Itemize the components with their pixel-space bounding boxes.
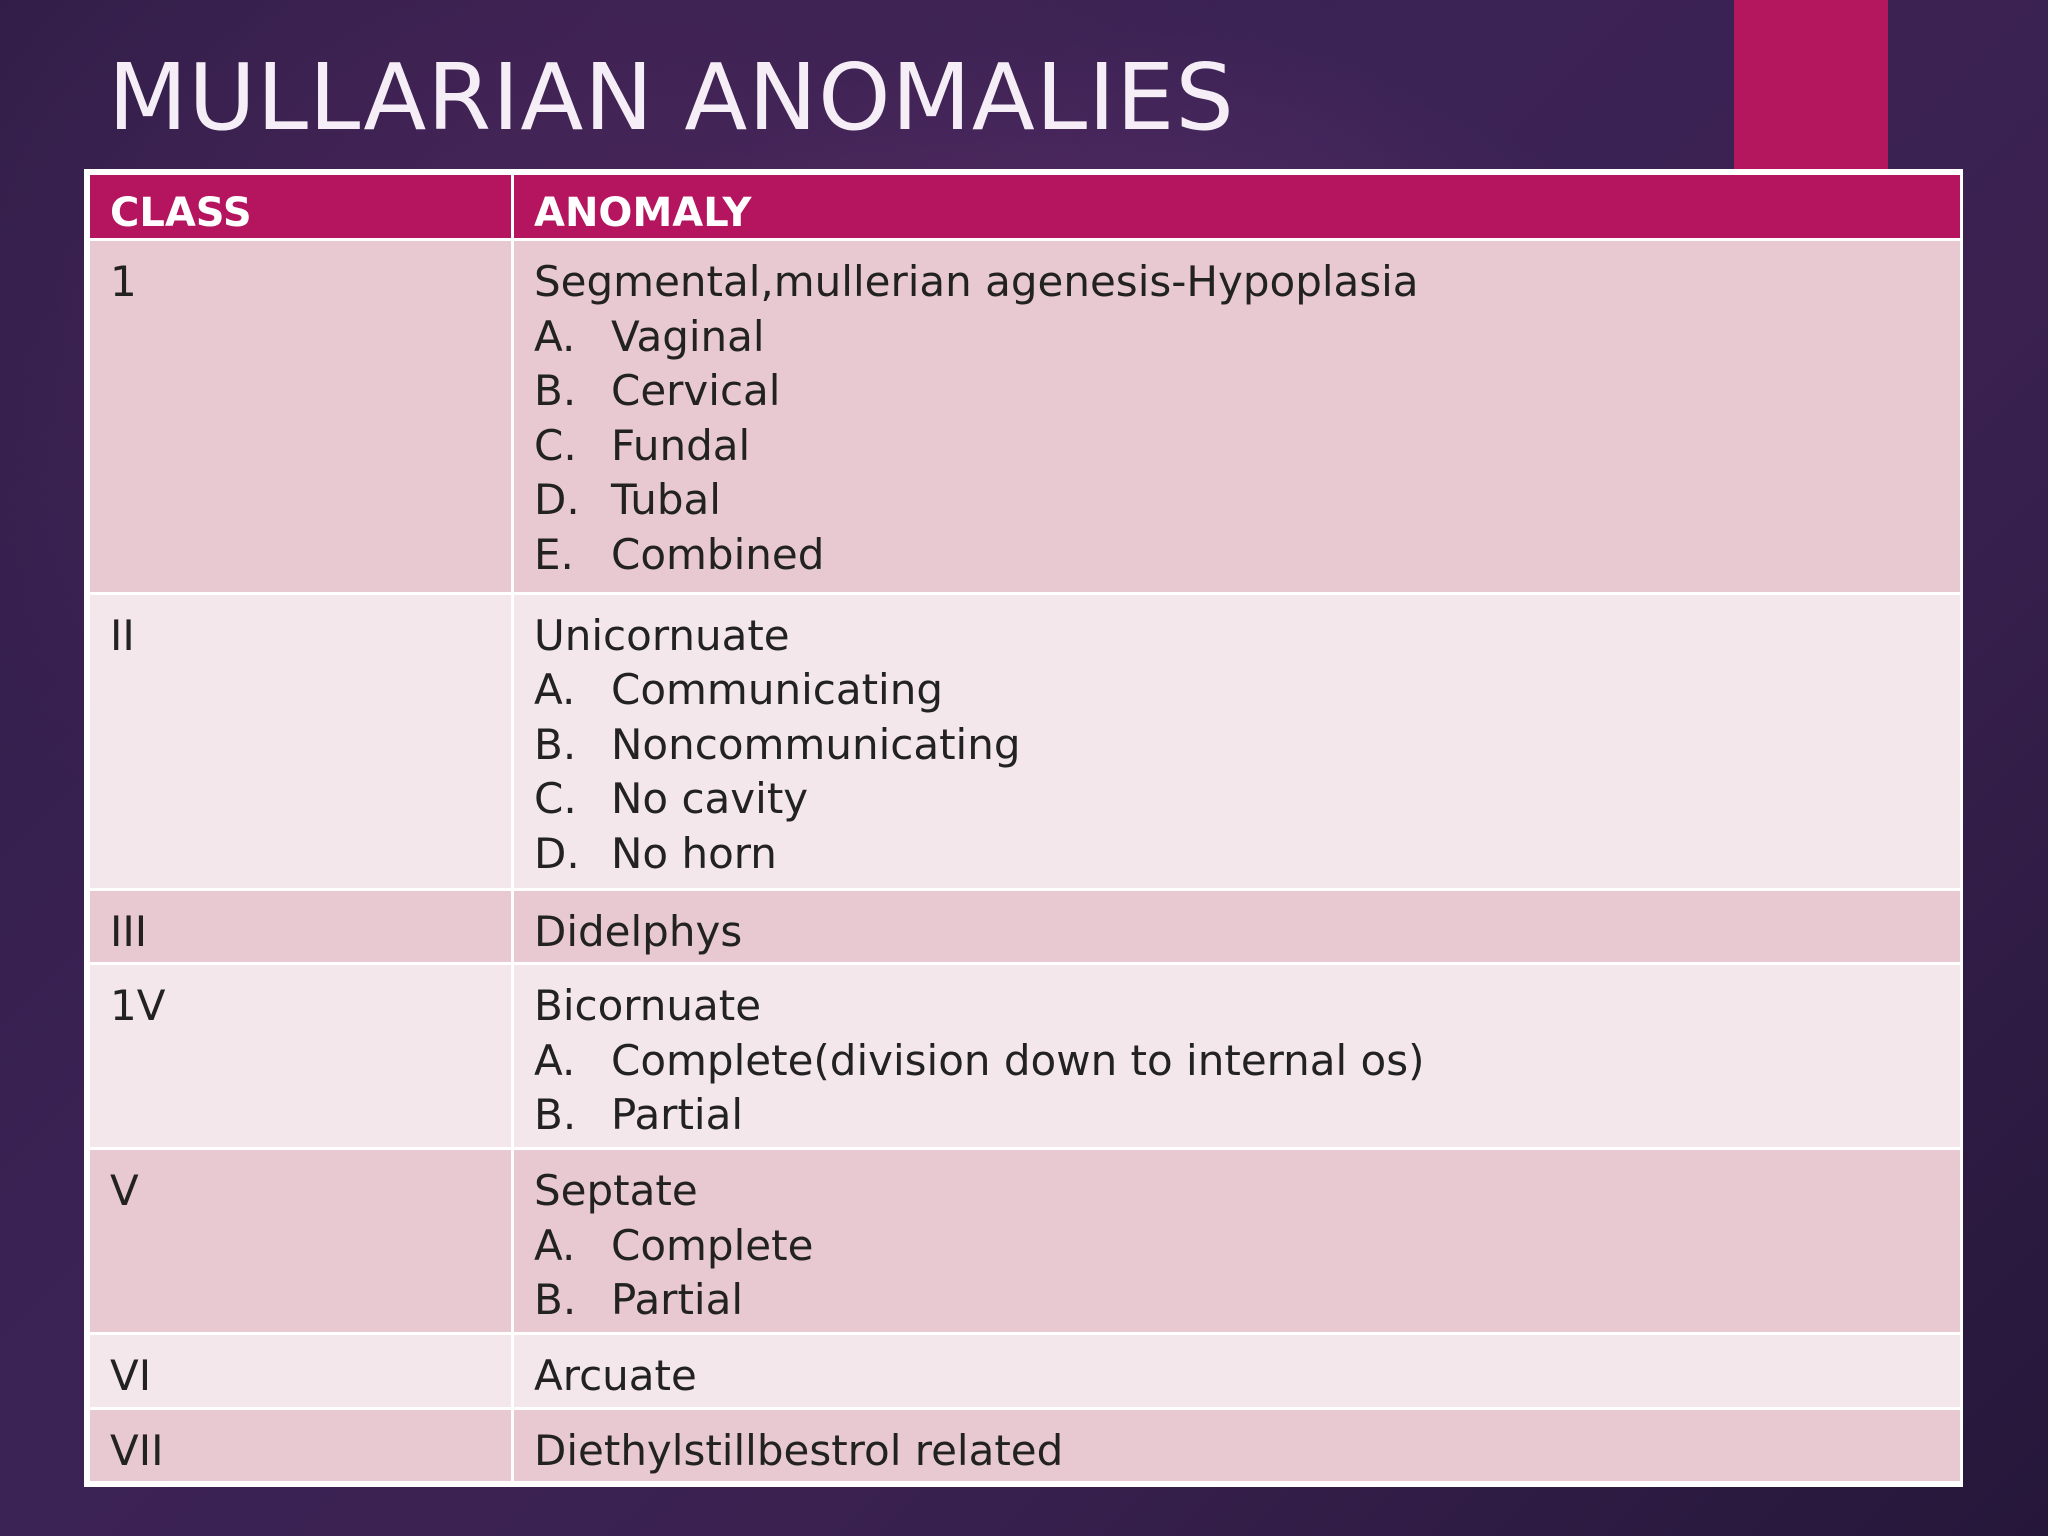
table-header-row (89, 174, 1962, 240)
list-item-text: Partial (611, 1275, 743, 1325)
list-item (534, 718, 1960, 773)
anomaly-cell (513, 1149, 1962, 1334)
list-marker: C. (534, 774, 577, 824)
table-row (89, 964, 1962, 1149)
list-item-text: Complete(division down to internal os) (611, 1035, 1425, 1085)
anomaly-cell (513, 1334, 1962, 1408)
list-item-text: Cervical (611, 366, 781, 415)
list-item-text: Vaginal (611, 311, 765, 361)
list-item (534, 1219, 1960, 1274)
list-marker: B. (534, 366, 577, 415)
slide-title: MULLARIAN ANOMALIES (108, 44, 1235, 151)
class-cell: VII (89, 1408, 513, 1482)
anomaly-title: Unicornuate (534, 610, 790, 660)
list-item (534, 364, 1960, 419)
table-row (89, 240, 1962, 594)
class-cell: VI (89, 1334, 513, 1408)
list-item (534, 1034, 1960, 1089)
anomaly-cell (513, 964, 1962, 1149)
list-item-text: No cavity (611, 774, 809, 824)
list-item-text: No horn (611, 828, 777, 878)
list-marker: D. (534, 828, 580, 878)
table-row (89, 593, 1962, 889)
list-item (534, 1273, 1960, 1328)
anomaly-table (87, 172, 1963, 1484)
anomaly-cell (513, 889, 1962, 963)
list-marker: B. (534, 1275, 577, 1325)
class-cell: V (89, 1149, 513, 1334)
class-cell: 1 (89, 240, 513, 594)
list-marker: E. (534, 529, 574, 579)
list-marker: B. (534, 719, 577, 769)
list-item (534, 663, 1960, 718)
table-row (89, 1408, 1962, 1482)
anomaly-title: Septate (534, 1166, 698, 1216)
list-marker: B. (534, 1090, 577, 1140)
list-marker: A. (534, 1035, 576, 1085)
list-item-text: Partial (611, 1090, 743, 1140)
list-item (534, 827, 1960, 882)
list-item-text: Complete (611, 1220, 814, 1270)
list-marker: D. (534, 475, 580, 524)
list-marker: A. (534, 1220, 576, 1270)
anomaly-title: Arcuate (534, 1351, 697, 1401)
list-item (534, 419, 1960, 474)
list-item (534, 473, 1960, 528)
table-row (89, 1149, 1962, 1334)
list-item-text: Fundal (611, 420, 751, 470)
table-row (89, 889, 1962, 963)
anomaly-cell (513, 593, 1962, 889)
list-item (534, 1088, 1960, 1143)
list-item-text: Communicating (611, 665, 944, 715)
anomaly-table-frame (84, 169, 1963, 1487)
accent-bar (1734, 0, 1888, 172)
list-item (534, 310, 1960, 365)
list-marker: A. (534, 311, 576, 361)
list-item-text: Combined (611, 529, 825, 579)
list-marker: A. (534, 665, 576, 715)
anomaly-title: Diethylstillbestrol related (534, 1425, 1064, 1475)
table-row (89, 1334, 1962, 1408)
anomaly-cell (513, 1408, 1962, 1482)
class-cell: II (89, 593, 513, 889)
anomaly-title: Bicornuate (534, 981, 762, 1031)
list-item (534, 772, 1960, 827)
list-item-text: Tubal (611, 475, 721, 524)
list-item-text: Noncommunicating (611, 719, 1021, 769)
class-cell: III (89, 889, 513, 963)
anomaly-cell (513, 240, 1962, 594)
anomaly-title: Segmental,mullerian agenesis-Hypoplasia (534, 257, 1419, 306)
list-marker: C. (534, 420, 577, 470)
header-anomaly: ANOMALY (513, 174, 1962, 240)
header-class: CLASS (89, 174, 513, 240)
class-cell: 1V (89, 964, 513, 1149)
anomaly-title: Didelphys (534, 906, 743, 956)
list-item (534, 528, 1960, 583)
